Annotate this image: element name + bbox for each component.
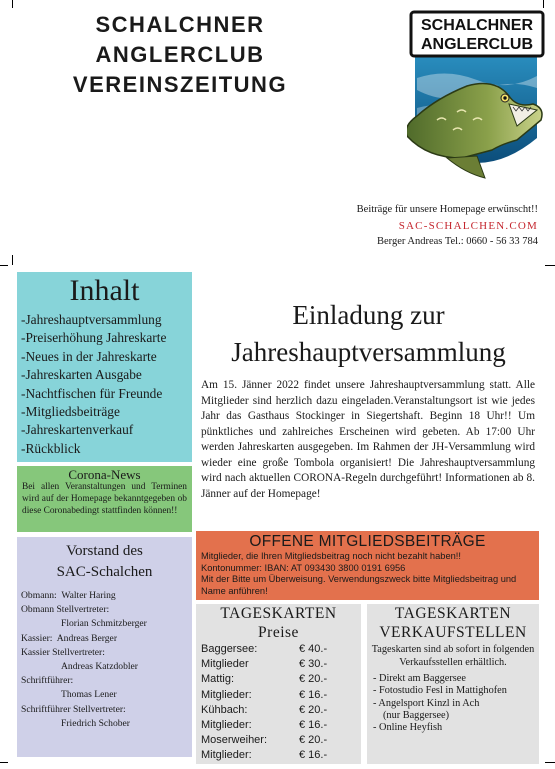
toc-item: -Rückblick bbox=[21, 440, 81, 456]
toc-item: -Neues in der Jahreskarte bbox=[21, 348, 157, 364]
price-label: Mattig: bbox=[201, 673, 235, 686]
ticket-sales-points-box bbox=[367, 604, 539, 764]
board-name: Friedrich Schober bbox=[61, 717, 131, 729]
board-role: Schriftführer Stellvertreter: bbox=[21, 703, 126, 715]
newsletter-title bbox=[30, 10, 330, 100]
price-value: € 16.- bbox=[299, 688, 328, 701]
title-line-2: VEREINSZEITUNG bbox=[72, 72, 288, 97]
crop-mark bbox=[545, 265, 555, 266]
price-value: € 16.- bbox=[299, 749, 328, 762]
prices-table bbox=[201, 642, 327, 764]
price-label: Mitglieder bbox=[201, 658, 249, 671]
table-row bbox=[201, 748, 327, 763]
table-row bbox=[201, 718, 327, 733]
corona-text: Bei allen Veranstaltungen und Terminen wird auf der Homepage bekanntgegeben ob diese Coronabedingt stattfinden können!! bbox=[22, 482, 187, 516]
table-row bbox=[201, 733, 327, 748]
crop-mark bbox=[12, 255, 13, 265]
price-label: Baggersee: bbox=[201, 643, 258, 655]
price-value: € 16.- bbox=[299, 719, 328, 732]
corona-title: Corona-News bbox=[68, 467, 141, 482]
price-value: € 30.- bbox=[299, 658, 328, 671]
fees-line-1: Mitglieder, die Ihren Mitgliedsbeitrag noch nicht bezahlt haben!! bbox=[201, 551, 461, 561]
contact-phone: Berger Andreas Tel.: 0660 - 56 33 784 bbox=[376, 236, 538, 247]
toc-item: -Nachtfischen für Freunde bbox=[21, 385, 163, 401]
board-name: Florian Schmitzberger bbox=[61, 618, 147, 630]
board-role: Obmann: bbox=[21, 590, 57, 601]
homepage-note: Beiträge für unsere Homepage erwünscht!! bbox=[356, 204, 538, 215]
shops-title bbox=[367, 605, 539, 642]
list-item: - Online Heyfish bbox=[373, 722, 443, 734]
logo-text-line-1: SCHALCHNER bbox=[421, 17, 533, 34]
pike-logo-icon bbox=[407, 8, 547, 198]
invitation-title bbox=[196, 297, 541, 371]
price-label: Mitglieder: bbox=[201, 719, 252, 732]
board-title-line-1: Vorstand des bbox=[66, 543, 143, 559]
toc-item: -Preiserhöhung Jahreskarte bbox=[21, 330, 167, 346]
toc-item: -Jahreshauptversammlung bbox=[21, 312, 162, 327]
day-ticket-prices-box bbox=[196, 604, 361, 764]
logo-text-line-2: ANGLERCLUB bbox=[421, 36, 533, 53]
toc-list bbox=[17, 308, 192, 458]
board-name: Walter Haring bbox=[61, 590, 116, 601]
fees-title: OFFENE MITGLIEDSBEITRÄGE bbox=[249, 533, 486, 550]
board-members bbox=[17, 583, 192, 731]
fees-line-3: Mit der Bitte um Überweisung. Verwendungszweck bitte Mitgliedsbeitrag und Name anführen! bbox=[201, 574, 517, 596]
price-label: Kühbach: bbox=[201, 703, 248, 716]
price-value: € 40.- bbox=[299, 643, 328, 655]
board-box bbox=[17, 537, 192, 757]
board-name: Andreas Katzdobler bbox=[61, 661, 138, 673]
table-row bbox=[201, 672, 327, 687]
toc-item: -Jahreskarten Ausgabe bbox=[21, 367, 142, 383]
prices-subtitle: Preise bbox=[258, 623, 299, 641]
table-row bbox=[201, 657, 327, 672]
invitation-title-line-2: Jahreshauptversammlung bbox=[231, 337, 506, 367]
open-fees-box bbox=[196, 531, 539, 600]
board-title-line-2: SAC-Schalchen bbox=[56, 564, 153, 580]
price-value: € 20.- bbox=[299, 673, 328, 686]
price-label: Moserweiher: bbox=[201, 734, 268, 747]
price-label: Mitglieder: bbox=[201, 688, 252, 701]
price-value: € 20.- bbox=[299, 734, 328, 747]
board-role: Obmann Stellvertreter: bbox=[21, 604, 110, 616]
title-line-1: SCHALCHNER ANGLERCLUB bbox=[95, 12, 265, 67]
toc-title: Inhalt bbox=[69, 274, 140, 307]
shops-title-line-2: VERKAUFSTELLEN bbox=[379, 623, 527, 641]
crop-mark bbox=[12, 0, 13, 8]
board-member-row bbox=[21, 589, 188, 603]
table-of-contents bbox=[17, 272, 192, 462]
board-title bbox=[17, 541, 192, 583]
board-role: Schriftführer: bbox=[21, 675, 74, 687]
header-info bbox=[318, 202, 538, 250]
crop-mark bbox=[0, 762, 8, 763]
board-name: Thomas Lener bbox=[61, 689, 117, 701]
list-item: - Direkt am Baggersee bbox=[373, 673, 466, 684]
crop-mark bbox=[543, 0, 544, 8]
price-label: Mitglieder: bbox=[201, 749, 252, 762]
invitation-title-line-1: Einladung zur bbox=[292, 300, 445, 330]
toc-item: -Mitgliedsbeiträge bbox=[21, 404, 120, 420]
crop-mark bbox=[545, 762, 555, 763]
table-row bbox=[201, 688, 327, 703]
club-logo bbox=[407, 8, 547, 198]
website-link[interactable]: SAC-SCHALCHEN.COM bbox=[398, 220, 538, 232]
price-value: € 20.- bbox=[299, 703, 328, 716]
fees-iban: Kontonummer: IBAN: AT 093430 3800 0191 6956 bbox=[201, 562, 406, 573]
shops-title-line-1: TAGESKARTEN bbox=[394, 605, 512, 622]
prices-title-line: TAGESKARTEN bbox=[220, 605, 337, 622]
list-item: - Fotostudio Fesl in Mattighofen bbox=[373, 685, 507, 697]
list-item: (nur Baggersee) bbox=[383, 709, 450, 721]
corona-news-box bbox=[17, 466, 192, 532]
invitation-text: Am 15. Jänner 2022 findet unsere Jahreshauptversammlung statt. Alle Mitglieder sind herzlich dazu eingeladen.Veranstaltungsort ist wie jedes Jahr das Gasthaus Stockinger in Siegertshaft. Beginn 18 Uhr!! Um pünktliches und zahlreiches Erscheinen wird gebeten. Ab 17:00 Uhr werden Jahreskarten ausgegeben. Im Rahmen der JH-Versammlung wird wieder eine große Tombola organisiert! Die Jahreshauptversammlung wird nach aktuellen CORONA-Regeln durchgeführt! Informationen ab 8. Jänner auf der Homepage! bbox=[201, 379, 535, 500]
toc-item: -Jahreskartenverkauf bbox=[21, 422, 134, 438]
list-item: - Angelsport Kinzl in Ach bbox=[373, 697, 480, 709]
board-role: Kassier Stellvertreter: bbox=[21, 646, 105, 658]
board-role: Kassier: bbox=[21, 632, 53, 644]
crop-mark bbox=[0, 265, 8, 266]
prices-title bbox=[196, 605, 361, 642]
shops-list bbox=[367, 673, 539, 734]
table-row bbox=[201, 642, 327, 657]
board-name: Andreas Berger bbox=[56, 632, 118, 644]
shops-description: Tageskarten sind ab sofort in folgenden Verkaufsstellen erhältlich. bbox=[371, 644, 535, 668]
board-member-row bbox=[21, 632, 188, 646]
table-row bbox=[201, 703, 327, 718]
